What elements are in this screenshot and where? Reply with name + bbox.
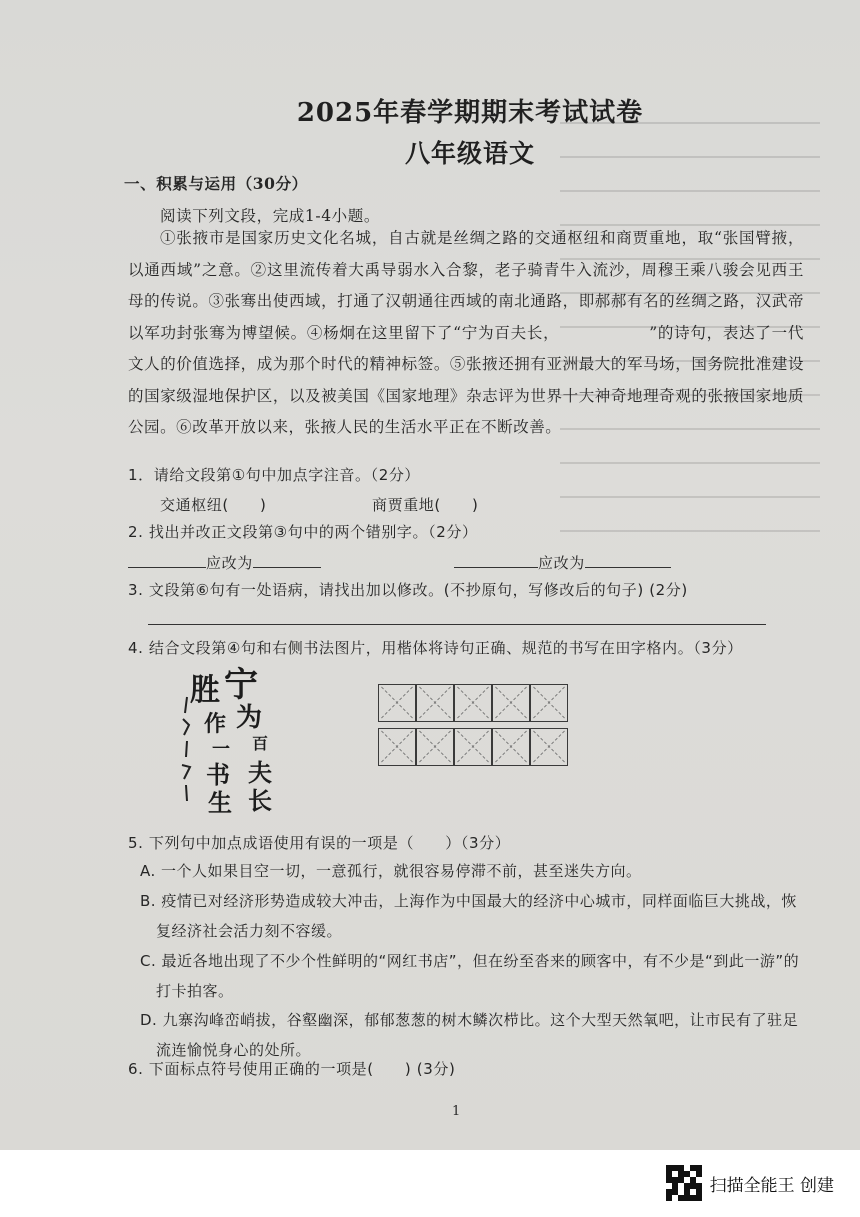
reading-instruction: 阅读下列文段，完成1-4小题。 [160, 207, 380, 225]
q3-answer-line[interactable] [148, 624, 766, 625]
calligraphy-image [190, 655, 290, 817]
q2-label-2: 应改为 [538, 554, 585, 572]
calligraphy-char: 夫 [248, 758, 272, 787]
question-2: 2. 找出并改正文段第③句中的两个错别字。（2分） [128, 523, 478, 541]
answer-blank[interactable] [253, 551, 321, 568]
q5-option-d: D. 九寨沟峰峦峭拔，谷壑幽深，郁郁葱葱的树木鳞次栉比。这个大型天然氧吧，让市民有了驻足流连愉悦身心的处所。 [140, 1011, 799, 1059]
q2-answer-row-2 [454, 551, 671, 573]
calligraphy-char: 胜 [190, 673, 220, 708]
page-number: 1 [452, 1104, 461, 1119]
qr-code-icon [666, 1165, 702, 1201]
q2-answer-row-1 [128, 551, 321, 573]
writing-cell[interactable] [530, 728, 568, 766]
question-6: 6. 下面标点符号使用正确的一项是( ) (3分) [128, 1060, 456, 1078]
q1-answer-b: 商贾重地( ) [372, 496, 479, 514]
q5-option-b: B. 疫情已对经济形势造成较大冲击，上海作为中国最大的经济中心城市，同样面临巨大挑战，恢复经济社会活力刻不容缓。 [140, 892, 797, 940]
tianzige-grid-row-1 [378, 684, 568, 722]
calligraphy-char: 生 [208, 788, 232, 817]
writing-cell[interactable] [378, 728, 416, 766]
exam-subtitle: 八年级语文 [404, 139, 535, 168]
question-5: 5. 下列句中加点成语使用有误的一项是（ ）（3分） [128, 834, 511, 852]
scanner-watermark [666, 1165, 834, 1201]
q2-label-1: 应改为 [206, 554, 253, 572]
tianzige-grid-row-2 [378, 728, 568, 766]
q5-option-c: C. 最近各地出现了不少个性鲜明的“网红书店”，但在纷至沓来的顾客中，有不少是“到此一游”的打卡拍客。 [140, 952, 800, 1000]
calligraphy-char: 百 [252, 734, 269, 753]
writing-cell[interactable] [416, 684, 454, 722]
writing-cell[interactable] [454, 728, 492, 766]
writing-cell[interactable] [416, 728, 454, 766]
scanner-brand-text: 扫描全能王 创建 [709, 1175, 834, 1196]
reading-passage: ①张掖市是国家历史文化名城，自古就是丝绸之路的交通枢纽和商贾重地，取“张国臂掖，以通西域”之意。②这里流传着大禹导弱水入合黎，老子骑青牛入流沙，周穆王乘八骏会见西王母的传说。③张骞出使西域，打通了汉朝通往西域的南北通路，即郝郝有名的丝绸之路，汉武帝以军功封张骞为博望候。④杨炯在这里留下了“宁为百夫长， ”的诗句，表达了一代文人的价值选择，成为那个时代的精神标签。⑤张掖还拥有亚洲最大的军马场，国务院批准建设的国家级湿地保护区，以及被美国《国家地理》杂志评为世界十大神奇地理奇观的张掖国家地质公园。⑥改革开放以来，张掖人民的生活水平正在不断改善。 [128, 229, 804, 436]
writing-cell[interactable] [378, 684, 416, 722]
calligraphy-seal-script [180, 695, 194, 805]
calligraphy-char: 为 [236, 703, 263, 733]
calligraphy-char: 宁 [224, 665, 258, 705]
writing-cell[interactable] [454, 684, 492, 722]
writing-cell[interactable] [530, 684, 568, 722]
answer-blank[interactable] [454, 551, 538, 568]
question-3: 3. 文段第⑥句有一处语病，请找出加以修改。(不抄原句，写修改后的句子) (2分) [128, 581, 688, 599]
calligraphy-char: 长 [248, 786, 272, 815]
writing-cell[interactable] [492, 728, 530, 766]
question-1: 1．请给文段第①句中加点字注音。（2分） [128, 466, 421, 484]
calligraphy-char: 作 [204, 711, 227, 737]
q1-answer-a: 交通枢纽( ) [160, 496, 267, 514]
section-heading: 一、积累与运用（30分） [124, 174, 308, 193]
calligraphy-char: 一 [212, 739, 230, 760]
answer-blank[interactable] [585, 551, 671, 568]
exam-title: 2025年春学期期末考试试卷 [296, 98, 644, 128]
writing-cell[interactable] [492, 684, 530, 722]
question-4: 4. 结合文段第④句和右侧书法图片，用楷体将诗句正确、规范的书写在田字格内。（3分） [128, 639, 743, 657]
answer-blank[interactable] [128, 551, 206, 568]
q5-option-a: A. 一个人如果目空一切，一意孤行，就很容易停滞不前，甚至迷失方向。 [140, 862, 642, 880]
calligraphy-char: 书 [206, 760, 230, 789]
